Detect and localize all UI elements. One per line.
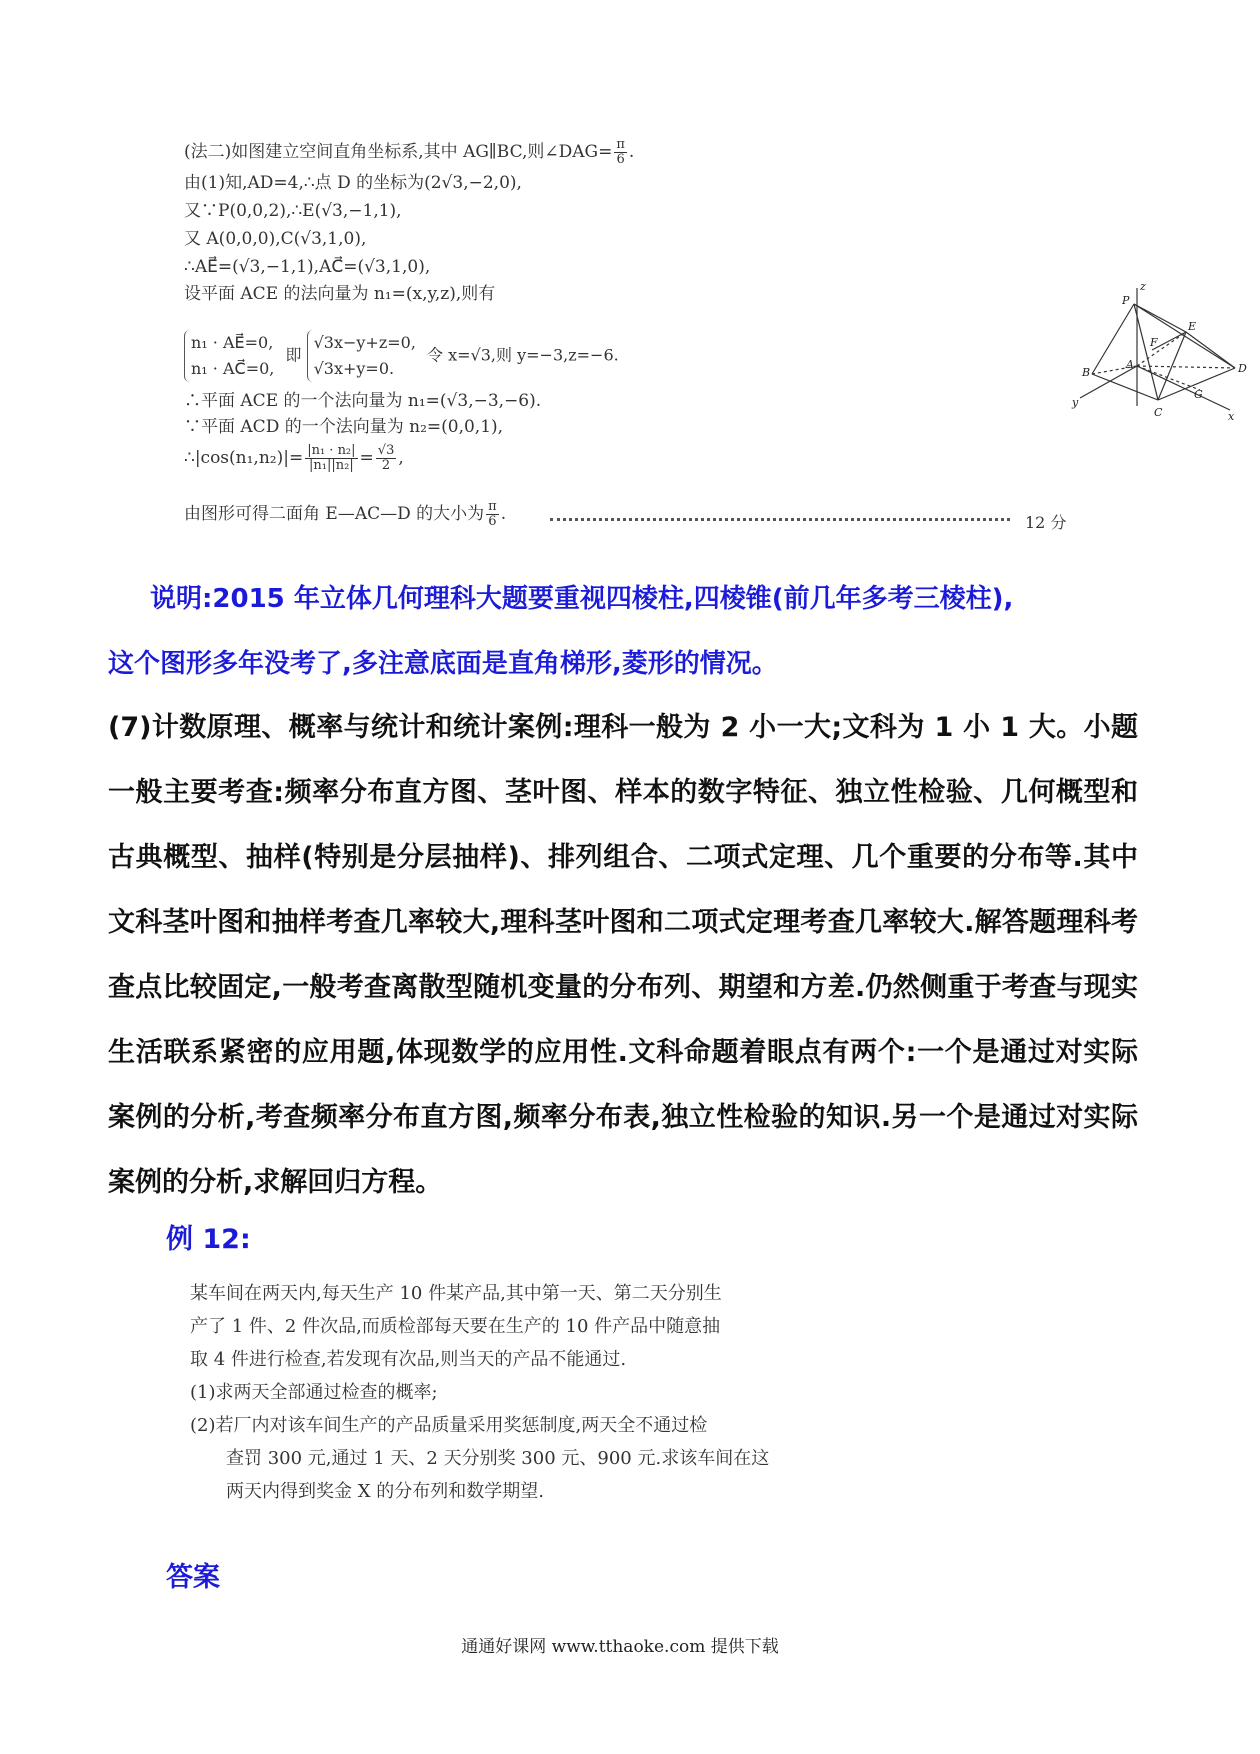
edge-ED xyxy=(1186,332,1235,368)
dash-AD xyxy=(1137,366,1235,368)
problem-line: (2)若厂内对该车间生产的产品质量采用奖惩制度,两天全不通过检 xyxy=(190,1415,708,1436)
footer: 通通好课网 www.tthaoke.com 提供下载 xyxy=(461,1637,779,1657)
problem-line: (1)求两天全部通过检查的概率; xyxy=(190,1382,438,1403)
figure-label-F: F xyxy=(1150,336,1158,349)
solution-line-8: ∴平面 ACE 的一个法向量为 n₁=(√3,−3,−6). xyxy=(184,391,542,411)
fraction: $\frac{\text{|n₁ · n₂|}}{\text{|n₁||n₂|}}$ xyxy=(307,443,356,473)
figure-label-C: C xyxy=(1154,406,1163,419)
pyramid-figure xyxy=(1060,278,1260,428)
figure-label-P: P xyxy=(1122,294,1130,307)
system-left: n₁ · AE⃗=0, n₁ · AC⃗=0, xyxy=(184,330,280,382)
solution-line-2: 由(1)知,AD=4,∴点 D 的坐标为(2√3,−2,0), xyxy=(184,173,522,193)
figure-label-x: x xyxy=(1228,410,1235,423)
example-title: 例 12: xyxy=(166,1224,251,1255)
figure-label-z: z xyxy=(1140,280,1146,293)
solution-line-9: ∵平面 ACD 的一个法向量为 n₂=(0,0,1), xyxy=(184,417,504,437)
solution-line-6: 设平面 ACE 的法向量为 n₁=(x,y,z),则有 xyxy=(184,284,496,304)
note xyxy=(108,567,1138,697)
edge-BC xyxy=(1092,374,1158,400)
note-line-1: 说明:2015 年立体几何理科大题要重视四棱柱,四棱锥(前几年多考三棱柱), xyxy=(150,584,1014,614)
figure-label-A: A xyxy=(1126,358,1134,371)
x-axis xyxy=(1137,366,1230,410)
figure-label-E: E xyxy=(1188,320,1197,333)
fraction: $\frac{√3}{2}$ xyxy=(377,443,395,473)
solution-line-3: 又∵P(0,0,2),∴E(√3,−1,1), xyxy=(184,201,402,221)
problem-scan xyxy=(190,1277,830,1508)
answer-title: 答案 xyxy=(166,1562,220,1593)
system-right: √3x−y+z=0, √3x+y=0. xyxy=(307,330,422,382)
solution-scan xyxy=(180,137,1247,548)
equation-system: n₁ · AE⃗=0, n₁ · AC⃗=0, 即 √3x−y+z=0, √3x+y=0. 令 x=√3,则 y=−3,z=−6. xyxy=(184,330,619,382)
figure-label-y: y xyxy=(1072,396,1079,409)
score: 12 分 xyxy=(1025,513,1067,532)
solution-line-11: 由图形可得二面角 E—AC—D 的大小为 $\frac{\pi}{6}$ . xyxy=(184,499,507,529)
problem-line: 取 4 件进行检查,若发现有次品,则当天的产品不能通过. xyxy=(190,1349,627,1370)
solution-line-4: 又 A(0,0,0),C(√3,1,0), xyxy=(184,229,367,249)
note-line-2: 这个图形多年没考了,多注意底面是直角梯形,菱形的情况。 xyxy=(108,649,778,679)
fraction: $\frac{\pi}{6}$ xyxy=(488,499,497,529)
figure-label-B: B xyxy=(1082,366,1091,379)
problem-line: 两天内得到奖金 X 的分布列和数学期望. xyxy=(226,1481,544,1502)
figure-label-D: D xyxy=(1238,362,1247,375)
section-paragraph: (7)计数原理、概率与统计和统计案例:理科一般为 2 小一大;文科为 1 小 1 大。小题一般主要考查:频率分布直方图、茎叶图、样本的数字特征、独立性检验、几何概型和古典概型、抽样(特别是分层抽样)、排列组合、二项式定理、几个重要的分布等.其中文科茎叶图和抽样考查几率较大,理科茎叶图和二项式定理考查几率较大.解答题理科考查点比较固定,一般考查离散型随机变量的分布列、期望和方差.仍然侧重于考查与现实生活联系紧密的应用题,体现数学的应用性.文科命题着眼点有两个:一个是通过对实际案例的分析,考查频率分布直方图,频率分布表,独立性检验的知识.另一个是通过对实际案例的分析,求解回归方程。 xyxy=(108,712,1138,1198)
problem-line: 某车间在两天内,每天生产 10 件某产品,其中第一天、第二天分别生 xyxy=(190,1283,722,1304)
figure-label-G: G xyxy=(1194,388,1203,401)
problem-line: 产了 1 件、2 件次品,而质检部每天要在生产的 10 件产品中随意抽 xyxy=(190,1316,721,1337)
solution-line-10: ∴|cos(n₁,n₂)|= $\frac{\text{|n₁ · n₂|}}{\text{|n₁||n₂|}}$ = $\frac{√3}{2}$ , xyxy=(184,443,404,473)
edge-PE xyxy=(1134,304,1186,332)
solution-line-1: (法二)如图建立空间直角坐标系,其中 AG∥BC,则∠DAG= $\frac{\pi}{6}$ . xyxy=(184,137,635,167)
dotted-leader xyxy=(550,518,1010,521)
fraction: $\frac{\pi}{6}$ xyxy=(616,137,625,167)
solution-line-5: ∴AE⃗=(√3,−1,1),AC⃗=(√3,1,0), xyxy=(184,257,431,277)
problem-line: 查罚 300 元,通过 1 天、2 天分别奖 300 元、900 元.求该车间在这 xyxy=(226,1448,770,1469)
